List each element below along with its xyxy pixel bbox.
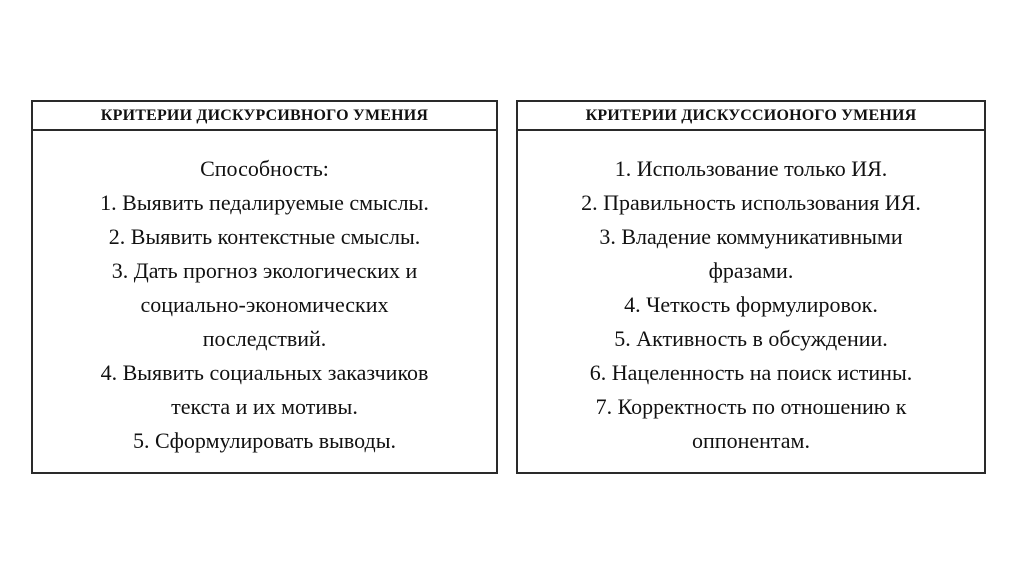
discussion-criteria-line: 3. Владение коммуникативными bbox=[599, 224, 903, 249]
discussion-criteria-line: 5. Активность в обсуждении. bbox=[614, 326, 888, 351]
discussion-criteria-line: 2. Правильность использования ИЯ. bbox=[581, 190, 921, 215]
discussion-criteria-line: оппонентам. bbox=[692, 428, 810, 453]
discursive-criteria-line: 4. Выявить социальных заказчиков bbox=[100, 360, 429, 385]
discussion-criteria-title: КРИТЕРИИ ДИСКУССИОНОГО УМЕНИЯ bbox=[518, 102, 984, 131]
discursive-criteria-line: 2. Выявить контекстные смыслы. bbox=[108, 224, 421, 249]
discursive-criteria-title: КРИТЕРИИ ДИСКУРСИВНОГО УМЕНИЯ bbox=[33, 102, 496, 131]
discussion-criteria-list bbox=[518, 131, 984, 458]
discursive-criteria-panel bbox=[31, 100, 498, 474]
discussion-criteria-line: 1. Использование только ИЯ. bbox=[614, 156, 888, 181]
discursive-criteria-line: 1. Выявить педалируемые смыслы. bbox=[100, 190, 429, 215]
discursive-criteria-line: текста и их мотивы. bbox=[171, 394, 358, 419]
discursive-criteria-line: последствий. bbox=[202, 326, 327, 351]
discursive-criteria-line: Способность: bbox=[200, 156, 329, 181]
discussion-criteria-line: 4. Четкость формулировок. bbox=[624, 292, 878, 317]
discussion-criteria-panel bbox=[516, 100, 986, 474]
discursive-criteria-line: 5. Сформулировать выводы. bbox=[133, 428, 396, 453]
discussion-criteria-line: 6. Нацеленность на поиск истины. bbox=[589, 360, 913, 385]
discussion-criteria-line: фразами. bbox=[708, 258, 794, 283]
discursive-criteria-line: социально-экономических bbox=[140, 292, 389, 317]
discursive-criteria-list bbox=[33, 131, 496, 458]
discursive-criteria-line: 3. Дать прогноз экологических и bbox=[111, 258, 418, 283]
discussion-criteria-line: 7. Корректность по отношению к bbox=[595, 394, 907, 419]
